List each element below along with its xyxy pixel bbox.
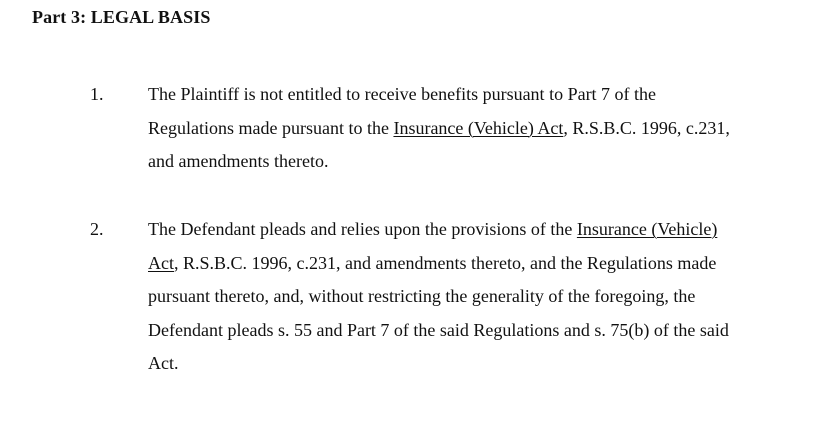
item-number: 1. <box>90 84 104 104</box>
text-line: Act. <box>148 353 179 373</box>
statute-title: Act <box>148 252 174 273</box>
section-heading: Part 3: LEGAL BASIS <box>32 7 211 27</box>
text-line: Regulations made pursuant to the Insurance (Vehicle) Act, R.S.B.C. 1996, c.231, <box>148 117 730 138</box>
item-text <box>148 213 788 381</box>
text-line: Defendant pleads s. 55 and Part 7 of the said Regulations and s. 75(b) of the said <box>148 319 729 340</box>
text-line: Act, R.S.B.C. 1996, c.231, and amendments thereto, and the Regulations made <box>148 252 717 273</box>
item-number: 2. <box>90 219 104 239</box>
item-text <box>148 78 788 179</box>
text-line: The Plaintiff is not entitled to receive benefits pursuant to Part 7 of the <box>148 84 657 104</box>
text-line: and amendments thereto. <box>148 151 329 171</box>
text-line: The Defendant pleads and relies upon the provisions of the Insurance (Vehicle) <box>148 219 718 239</box>
statute-title: Insurance (Vehicle) Act <box>393 117 564 138</box>
text-line: pursuant thereto, and, without restricting the generality of the foregoing, the <box>148 286 696 306</box>
statute-title: Insurance (Vehicle) <box>576 219 718 239</box>
